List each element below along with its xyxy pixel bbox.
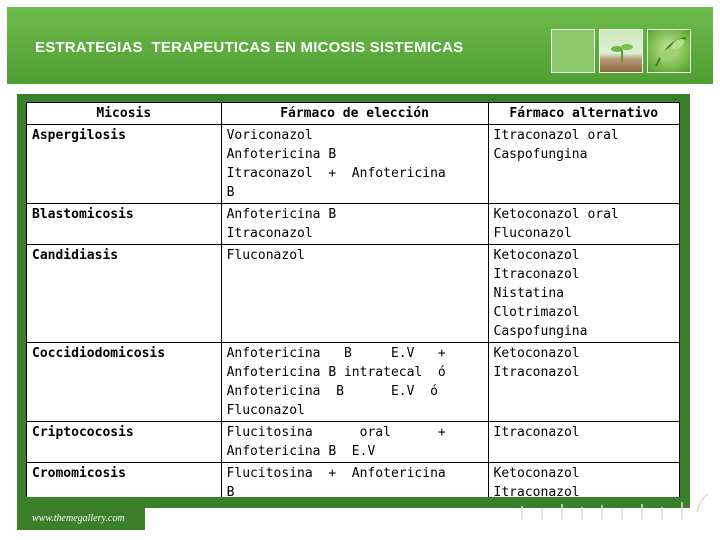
drug-of-choice-cell	[221, 343, 488, 422]
table-row	[27, 204, 680, 245]
alternative-drug-line: Itraconazol	[493, 485, 580, 497]
micosis-cell	[27, 245, 222, 343]
micosis-cell	[27, 463, 222, 498]
drug-of-choice-line: Flucitosina oral +	[226, 425, 446, 440]
alternative-drug-cell	[488, 422, 679, 463]
drug-of-choice-line: Itraconazol	[226, 226, 313, 241]
table-row	[27, 422, 680, 463]
leaf-image	[647, 29, 691, 73]
therapy-table-document	[26, 102, 680, 497]
page-title: ESTRATEGIAS TERAPEUTICAS EN MICOSIS SISTEMICAS	[35, 39, 464, 56]
table-header-row	[27, 103, 680, 125]
alternative-drug-cell	[488, 343, 679, 422]
therapy-table	[26, 102, 680, 497]
alternative-drug-line: Nistatina	[493, 286, 564, 301]
alternative-drug-line: Ketoconazol oral	[493, 207, 619, 222]
alternative-drug-line: Fluconazol	[493, 226, 572, 241]
drug-of-choice-cell	[221, 463, 488, 498]
sprout-image	[599, 29, 643, 73]
drug-of-choice-line: Itraconazol + Anfotericina	[226, 166, 446, 181]
drug-of-choice-cell	[221, 422, 488, 463]
alternative-drug-line: Ketoconazol	[493, 248, 580, 263]
column-header-alternativo: Fármaco alternativo	[488, 103, 679, 125]
drug-of-choice-line: Anfotericina B	[226, 207, 337, 222]
micosis-cell	[27, 343, 222, 422]
micosis-name: Coccidiodomicosis	[32, 346, 166, 361]
micosis-name: Cromomicosis	[32, 466, 126, 481]
micosis-cell	[27, 204, 222, 245]
drug-of-choice-cell	[221, 125, 488, 204]
drug-of-choice-line: Anfotericina B intratecal ó	[226, 365, 446, 380]
drug-of-choice-line: B	[226, 185, 235, 200]
micosis-name: Criptococosis	[32, 425, 134, 440]
alternative-drug-line: Itraconazol	[493, 365, 580, 380]
footer-url: www.themegallery.com	[32, 513, 125, 524]
alternative-drug-line: Ketoconazol	[493, 466, 580, 481]
drug-of-choice-cell	[221, 204, 488, 245]
alternative-drug-line: Itraconazol	[493, 267, 580, 282]
alternative-drug-cell	[488, 245, 679, 343]
alternative-drug-line: Itraconazol	[493, 425, 580, 440]
micosis-name: Blastomicosis	[32, 207, 134, 222]
drug-of-choice-line: Fluconazol	[226, 248, 305, 263]
drug-of-choice-line: Anfotericina B E.V	[226, 444, 376, 459]
drug-of-choice-line: Anfotericina B	[226, 147, 337, 162]
drug-of-choice-line: B	[226, 485, 235, 497]
drug-of-choice-cell	[221, 245, 488, 343]
alternative-drug-cell	[488, 204, 679, 245]
drug-of-choice-line: Anfotericina B E.V +	[226, 346, 446, 361]
table-row	[27, 343, 680, 422]
alternative-drug-line: Caspofungina	[493, 147, 588, 162]
column-header-eleccion: Fármaco de elección	[221, 103, 488, 125]
column-header-micosis: Micosis	[27, 103, 222, 125]
drug-of-choice-line: Anfotericina B E.V ó	[226, 384, 438, 399]
alternative-drug-line: Clotrimazol	[493, 305, 580, 320]
alternative-drug-line: Caspofungina	[493, 324, 588, 339]
table-row	[27, 125, 680, 204]
micosis-cell	[27, 125, 222, 204]
alternative-drug-line: Itraconazol oral	[493, 128, 619, 143]
drug-of-choice-line: Flucitosina + Anfotericina	[226, 466, 446, 481]
drug-of-choice-line: Voriconazol	[226, 128, 313, 143]
green-tile-image	[551, 29, 595, 73]
table-row	[27, 245, 680, 343]
alternative-drug-line: Ketoconazol	[493, 346, 580, 361]
micosis-cell	[27, 422, 222, 463]
micosis-name: Aspergilosis	[32, 128, 126, 143]
decorative-grass-icon	[512, 492, 712, 522]
drug-of-choice-line: Fluconazol	[226, 403, 305, 418]
micosis-name: Candidiasis	[32, 248, 119, 263]
alternative-drug-cell	[488, 125, 679, 204]
